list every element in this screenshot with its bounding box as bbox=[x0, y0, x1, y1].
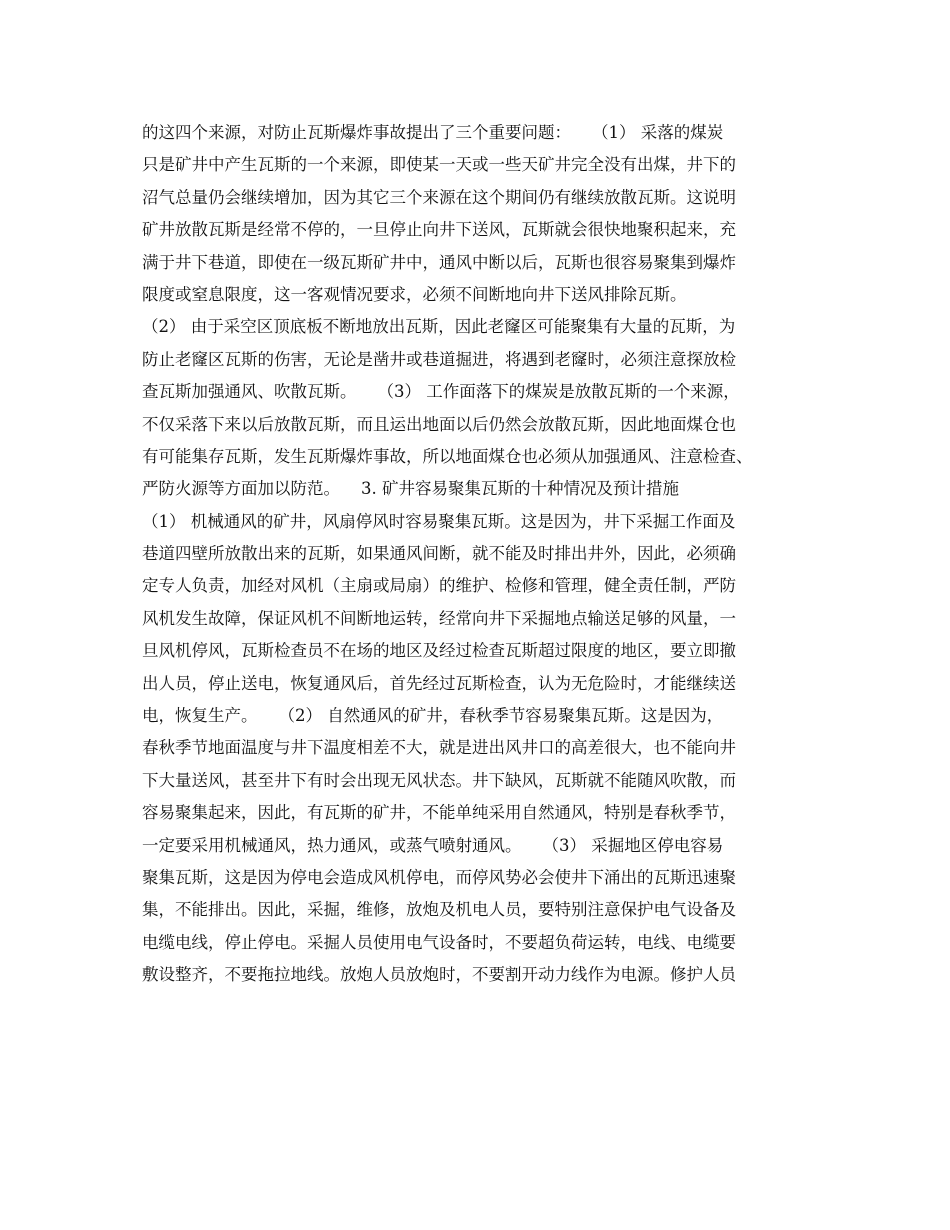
text-line: 风机发生故障，保证风机不间断地运转，经常向井下采掘地点输送足够的风量，一 bbox=[142, 608, 736, 628]
text-line: 春秋季节地面温度与井下温度相差不大，就是进出风井口的高差很大，也不能向井 bbox=[142, 738, 736, 758]
text-line: 下大量送风，甚至井下有时会出现无风状态。井下缺风，瓦斯就不能随风吹散，而 bbox=[142, 770, 736, 790]
text-line: 定专人负责，加经对风机（主扇或局扇）的维护、检修和管理，健全责任制，严防 bbox=[142, 576, 736, 596]
text-line: 聚集瓦斯，这是因为停电会造成风机停电，而停风势必会使井下涌出的瓦斯迅速聚 bbox=[142, 867, 736, 887]
body-text bbox=[142, 117, 822, 992]
text-line: 容易聚集起来，因此，有瓦斯的矿井，不能单纯采用自然通风，特别是春秋季节， bbox=[142, 803, 736, 823]
text-line: 巷道四壁所放散出来的瓦斯，如果通风间断，就不能及时排出井外，因此，必须确 bbox=[142, 544, 736, 564]
text-line: 电，恢复生产。 （2） 自然通风的矿井，春秋季节容易聚集瓦斯。这是因为， bbox=[142, 706, 724, 726]
text-line: 一定要采用机械通风，热力通风，或蒸气喷射通风。 （3） 采掘地区停电容易 bbox=[142, 835, 724, 855]
text-line: 电缆电线，停止停电。采掘人员使用电气设备时，不要超负荷运转，电线、电缆要 bbox=[142, 932, 736, 952]
text-line: 集，不能排出。因此，采掘，维修，放炮及机电人员，要特别注意保护电气设备及 bbox=[142, 900, 736, 920]
text-line: 有可能集存瓦斯，发生瓦斯爆炸事故，所以地面煤仓也必须从加强通风、注意检查、 bbox=[142, 446, 753, 466]
text-line: 满于井下巷道，即使在一级瓦斯矿井中，通风中断以后，瓦斯也很容易聚集到爆炸 bbox=[142, 252, 736, 272]
text-line: 严防火源等方面加以防范。 3. 矿井容易聚集瓦斯的十种情况及预计措施 bbox=[142, 479, 679, 499]
text-line: 敷设整齐，不要拖拉地线。放炮人员放炮时，不要割开动力线作为电源。修护人员 bbox=[142, 965, 736, 985]
text-line: 查瓦斯加强通风、吹散瓦斯。 （3） 工作面落下的煤炭是放散瓦斯的一个来源， bbox=[142, 382, 740, 402]
text-line: 限度或窒息限度，这一客观情况要求，必须不间断地向井下送风排除瓦斯。 bbox=[142, 284, 687, 304]
text-line: （1） 机械通风的矿井，风扇停风时容易聚集瓦斯。这是因为，井下采掘工作面及 bbox=[142, 511, 736, 531]
text-line: （2） 由于采空区顶底板不断地放出瓦斯，因此老窿区可能聚集有大量的瓦斯，为 bbox=[142, 317, 736, 337]
text-line: 旦风机停风，瓦斯检查员不在场的地区及经过检查瓦斯超过限度的地区，要立即撤 bbox=[142, 641, 736, 661]
text-line: 防止老窿区瓦斯的伤害，无论是凿井或巷道掘进，将遇到老窿时，必须注意探放检 bbox=[142, 349, 736, 369]
text-line: 不仅采落下来以后放散瓦斯，而且运出地面以后仍然会放散瓦斯，因此地面煤仓也 bbox=[142, 414, 736, 434]
text-line: 矿井放散瓦斯是经常不停的，一旦停止向井下送风，瓦斯就会很快地聚积起来，充 bbox=[142, 220, 736, 240]
text-line: 出人员，停止送电，恢复通风后，首先经过瓦斯检查，认为无危险时，才能继续送 bbox=[142, 673, 736, 693]
text-line: 沼气总量仍会继续增加，因为其它三个来源在这个期间仍有继续放散瓦斯。这说明 bbox=[142, 187, 736, 207]
text-line: 只是矿井中产生瓦斯的一个来源，即使某一天或一些天矿井完全没有出煤，井下的 bbox=[142, 155, 736, 175]
text-line: 的这四个来源，对防止瓦斯爆炸事故提出了三个重要问题： （1） 采落的煤炭 bbox=[142, 123, 724, 142]
